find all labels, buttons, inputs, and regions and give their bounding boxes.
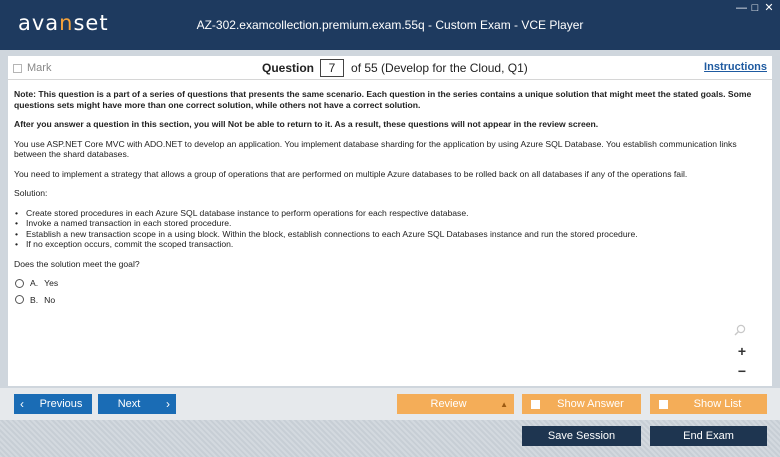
answer-option-a[interactable] [14,278,763,289]
question-suffix: of 55 (Develop for the Cloud, Q1) [351,61,528,75]
radio-icon[interactable] [15,295,24,304]
question-header [8,56,772,80]
end-exam-button[interactable]: End Exam [650,426,767,446]
option-letter: A. [30,278,39,288]
magnifier-icon [734,324,746,336]
scenario-paragraph-1: You use ASP.NET Core MVC with ADO.NET to develop an application. You implement database sharding for the application by using Azure SQL Database. You establish communication links between the shard databases. [14,138,737,159]
question-content [8,80,772,386]
question-prompt: Does the solution meet the goal? [14,258,140,269]
solution-steps [14,208,763,250]
answer-option-b[interactable] [14,295,763,306]
question-note: Note: This question is a part of a series of questions that presents the same scenario. Each question in the series contains a unique solution that might meet the stated goals. Some questions sets might have more than one correct solution, while others not have a correct solution. [14,89,752,110]
instructions-link[interactable]: Instructions [704,61,767,73]
checkbox-icon[interactable] [659,400,668,409]
question-number-field[interactable]: 7 [320,59,344,77]
next-label: Next [117,398,141,410]
mark-label: Mark [27,62,52,74]
question-label: Question [262,61,315,75]
zoom-out-button[interactable]: − [737,363,747,379]
checkbox-icon[interactable] [13,64,22,73]
list-item: • Invoke a named transaction in each stored procedure. [14,218,763,229]
navigation-bar [0,388,780,420]
window-title: AZ-302.examcollection.premium.exam.55q - Custom Exam - VCE Player [196,18,584,32]
previous-button[interactable] [14,394,92,414]
radio-icon[interactable] [15,279,24,288]
option-letter: B. [30,294,39,305]
window-controls [736,3,774,14]
maximize-icon[interactable]: □ [751,2,759,14]
show-answer-label: Show Answer [557,398,624,410]
mark-checkbox[interactable] [13,62,51,74]
app-logo: avanset [18,11,109,35]
list-item: • Establish a new transaction scope in a using block. Within the block, establish connections to each Azure SQL Databases instance and run the stored procedure. [14,229,763,240]
option-text: No [44,294,56,305]
question-indicator [262,59,528,77]
chevron-left-icon: ‹ [20,397,24,411]
review-button[interactable] [397,394,514,414]
zoom-in-button[interactable]: + [737,343,747,359]
minimize-icon[interactable]: — [736,2,747,14]
show-answer-button[interactable] [522,394,641,414]
show-list-button[interactable] [650,394,767,414]
next-button[interactable] [98,394,176,414]
close-icon[interactable]: ✕ [764,2,774,14]
save-session-button[interactable]: Save Session [522,426,641,446]
solution-label: Solution: [14,188,48,198]
triangle-up-icon: ▲ [500,399,508,409]
checkbox-icon[interactable] [531,400,540,409]
review-label: Review [430,398,467,410]
list-item: • If no exception occurs, commit the scoped transaction. [14,239,763,250]
title-bar [0,0,780,50]
previous-label: Previous [39,398,83,410]
option-text: Yes [44,278,59,288]
question-warning: After you answer a question in this section, you will Not be able to return to it. As a result, these questions will not appear in the review screen. [14,119,599,129]
scenario-paragraph-2: You need to implement a strategy that allows a group of operations that are performed on multiple Azure databases to be rolled back on all databases if any of the operations fail. [14,168,688,179]
footer-bar [0,420,780,457]
chevron-right-icon: › [166,397,170,411]
show-list-label: Show List [693,398,742,410]
list-item: • Create stored procedures in each Azure SQL database instance to perform operations for each respective database. [14,208,763,219]
